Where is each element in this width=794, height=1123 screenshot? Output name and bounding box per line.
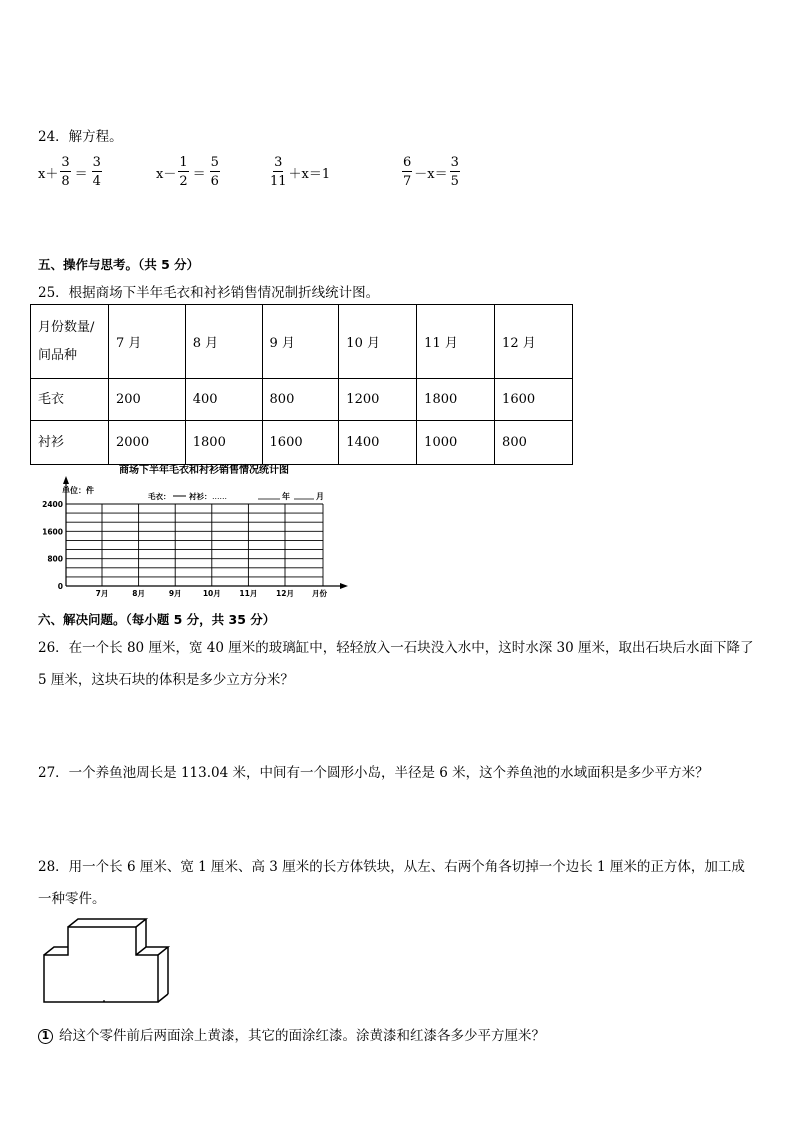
section5-heading: 五、操作与思考。（共 5 分） <box>38 257 200 272</box>
table-corner-header: 月份数量/ 间品种 <box>31 305 109 379</box>
table-header-cell: 10 月 <box>339 305 417 379</box>
q28-sub1 <box>38 1024 545 1044</box>
equation-4 <box>400 150 462 194</box>
part-drawing <box>40 917 190 1009</box>
eq2-fraction: $\frac{1}{2}$ <box>179 155 188 189</box>
table-cell: 1600 <box>495 379 573 421</box>
q24-title: 24．解方程。 <box>38 129 123 145</box>
table-cell: 1200 <box>339 379 417 421</box>
eq4-fraction-2: $\frac{3}{5}$ <box>450 155 459 189</box>
chart-y-ticks <box>42 500 63 591</box>
table-cell: 800 <box>495 421 573 465</box>
circled-number-1: 1 <box>38 1029 53 1044</box>
table-cell: 400 <box>185 379 262 421</box>
eq4-fraction: $\frac{6}{7}$ <box>403 155 412 189</box>
chart-unit-label: 单位：件 <box>62 486 94 495</box>
chart-grid <box>66 504 323 586</box>
eq2-fraction-2: $\frac{5}{6}$ <box>210 155 219 189</box>
table-row <box>31 421 573 465</box>
table-row <box>31 379 573 421</box>
legend-shirt-label: 衬衫： <box>189 492 212 501</box>
table-cell: 800 <box>262 379 339 421</box>
x-tick-label: 11月 <box>239 589 258 598</box>
q28-text-line2: 一种零件。 <box>38 891 106 907</box>
q27-text: 27．一个养鱼池周长是 113.04 米，中间有一个圆形小岛，半径是 6 米，这个养鱼池的水域面积是多少平方米？ <box>38 765 709 781</box>
q26-text-line1: 26．在一个长 80 厘米，宽 40 厘米的玻璃缸中，轻轻放入一石块没入水中，这时水深 30 厘米，取出石块后水面下降了 <box>38 640 754 656</box>
table-cell: 200 <box>109 379 186 421</box>
x-tick-label: 7月 <box>95 589 109 598</box>
x-axis-arrow <box>340 583 348 589</box>
q26-text-line2: 5 厘米，这块石块的体积是多少立方分米？ <box>38 672 294 688</box>
q28-text-line1: 28．用一个长 6 厘米、宽 1 厘米、高 3 厘米的长方体铁块，从左、右两个角各切掉一个边长 1 厘米的正方体，加工成 <box>38 859 745 875</box>
eq3-right: ＋x＝1 <box>288 166 331 182</box>
table-cell: 1000 <box>417 421 495 465</box>
table-header-row <box>31 305 573 379</box>
x-axis-label: 月份 <box>312 589 327 598</box>
y-tick-label: 0 <box>57 582 63 591</box>
q25-text: 25．根据商场下半年毛衣和衬衫销售情况制折线统计图。 <box>38 285 380 301</box>
table-cell: 1600 <box>262 421 339 465</box>
y-axis-arrow <box>63 476 69 484</box>
table-header-cell: 9 月 <box>262 305 339 379</box>
q28-sub1-text: 给这个零件前后两面涂上黄漆，其它的面涂红漆。涂黄漆和红漆各多少平方厘米？ <box>59 1028 545 1044</box>
equation-1 <box>38 150 104 194</box>
equation-2 <box>156 150 222 194</box>
table-header-cell: 7 月 <box>109 305 186 379</box>
month-label: 月 <box>316 492 324 501</box>
eq1-equals: ＝ <box>74 166 88 182</box>
eq3-fraction: $\frac{3}{11}$ <box>270 155 287 189</box>
x-tick-label: 9月 <box>168 589 182 598</box>
eq2-equals: ＝ <box>192 166 206 182</box>
x-tick-label: 10月 <box>202 589 221 598</box>
chart-x-ticks <box>96 589 294 598</box>
year-label: 年 <box>282 492 290 501</box>
table-cell: 1800 <box>417 379 495 421</box>
x-tick-label: 12月 <box>276 589 294 598</box>
table-cell: 1800 <box>185 421 262 465</box>
legend-shirt-dots: …… <box>212 492 227 501</box>
table-header-cell: 8 月 <box>185 305 262 379</box>
sales-line-chart <box>36 462 356 602</box>
y-tick-label: 800 <box>47 554 63 564</box>
eq2-left: x－ <box>156 166 177 182</box>
eq4-middle: －x＝ <box>414 166 448 182</box>
table-header-cell: 12 月 <box>495 305 573 379</box>
table-row-label: 毛衣 <box>31 379 109 421</box>
legend-sweater-label: 毛衣： <box>148 492 171 501</box>
eq1-fraction: $\frac{3}{8}$ <box>61 155 70 189</box>
y-tick-label: 2400 <box>42 500 63 509</box>
y-tick-label: 1600 <box>42 527 63 537</box>
section6-heading: 六、解决问题。（每小题 5 分，共 35 分） <box>38 612 276 627</box>
eq1-fraction-2: $\frac{3}{4}$ <box>92 155 101 189</box>
table-header-cell: 11 月 <box>417 305 495 379</box>
table-cell: 2000 <box>109 421 186 465</box>
table-cell: 1400 <box>339 421 417 465</box>
equation-3 <box>268 150 330 194</box>
x-tick-label: 8月 <box>132 589 145 598</box>
sales-table <box>30 304 573 465</box>
eq1-left: x＋ <box>38 166 59 182</box>
chart-title: 商场下半年毛衣和衬衫销售情况统计图 <box>119 465 289 476</box>
table-row-label: 衬衫 <box>31 421 109 465</box>
